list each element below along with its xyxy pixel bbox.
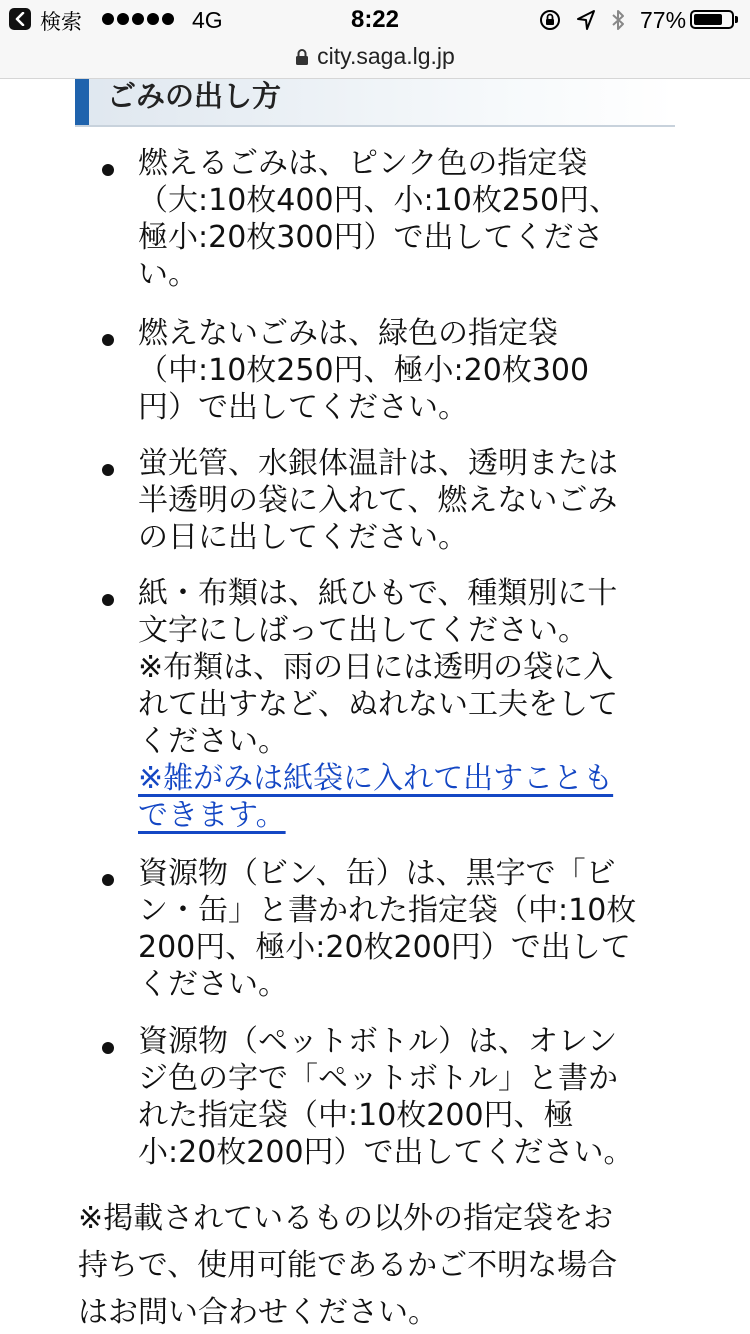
bullet-icon [102, 874, 114, 886]
rule-text-line: れた指定袋（中:10枚200円、極 [138, 1098, 574, 1133]
rule-text-line: ※布類は、雨の日には透明の袋に入 [138, 650, 614, 685]
footnote-line: 持ちで、使用可能であるかご不明な場合 [78, 1248, 618, 1283]
location-arrow-icon [576, 9, 596, 31]
rule-text-line: 紙・布類は、紙ひもで、種類別に十 [138, 576, 618, 611]
address-bar[interactable] [0, 40, 750, 79]
rule-text-line: い。 [138, 257, 198, 292]
rule-text-line: れて出すなど、ぬれない工夫をして [138, 687, 618, 722]
rule-text-line: 小:20枚200円）で出してください。 [138, 1135, 634, 1170]
footnote-line: ※掲載されているもの以外の指定袋をお [78, 1201, 614, 1236]
rule-text-line: ください。 [138, 724, 288, 759]
bullet-icon [102, 164, 114, 176]
rule-text-line: （中:10枚250円、極小:20枚300 [138, 353, 590, 388]
battery-tip [735, 16, 738, 23]
rule-text-line: 円）で出してください。 [138, 390, 468, 425]
mixed-paper-link[interactable]: ※雑がみは紙袋に入れて出すことも [138, 761, 614, 796]
rule-text-line: （大:10枚400円、小:10枚250円、 [138, 183, 620, 218]
rule-text-line: 燃えるごみは、ピンク色の指定袋 [138, 146, 588, 181]
back-to-search-label[interactable]: 検索 [40, 10, 82, 34]
rule-text-line: 燃えないごみは、緑色の指定袋 [138, 316, 558, 351]
rule-text-line: 資源物（ビン、缶）は、黒字で「ビ [138, 856, 616, 891]
rule-text-line: 200円、極小:20枚200円）で出して [138, 930, 631, 965]
bullet-icon [102, 464, 114, 476]
rule-text-line: 極小:20枚300円）で出してくださ [138, 220, 604, 255]
page-content [0, 79, 750, 1334]
rule-text-line: の日に出してください。 [138, 520, 468, 555]
rule-text-line: ください。 [138, 967, 288, 1002]
battery-icon [690, 10, 734, 29]
bullet-icon [102, 334, 114, 346]
heading-accent-bar [75, 79, 89, 125]
rule-text-line: ジ色の字で「ペットボトル」と書か [138, 1061, 618, 1096]
mixed-paper-link[interactable]: できます。 [138, 798, 286, 833]
footnote-line: はお問い合わせください。 [78, 1295, 438, 1330]
rule-text-line: ン・缶」と書かれた指定袋（中:10枚 [138, 893, 637, 928]
section-heading [75, 79, 675, 127]
url-text[interactable]: city.saga.lg.jp [317, 43, 455, 69]
network-type: 4G [192, 7, 223, 33]
rule-text-line: 蛍光管、水銀体温計は、透明または [138, 446, 618, 481]
status-bar [0, 0, 750, 40]
battery-percent: 77% [640, 7, 687, 33]
rule-text-line: 半透明の袋に入れて、燃えないごみ [138, 483, 618, 518]
section-title: ごみの出し方 [107, 79, 282, 113]
rule-text-line: 資源物（ペットボトル）は、オレン [138, 1024, 618, 1059]
battery-level [694, 14, 722, 25]
bluetooth-icon [610, 8, 626, 32]
lock-icon [295, 48, 309, 66]
bullet-icon [102, 1042, 114, 1054]
clock: 8:22 [350, 6, 400, 33]
rule-text-line: 文字にしばって出してください。 [138, 613, 588, 648]
bullet-icon [102, 594, 114, 606]
orientation-lock-icon [538, 8, 562, 32]
